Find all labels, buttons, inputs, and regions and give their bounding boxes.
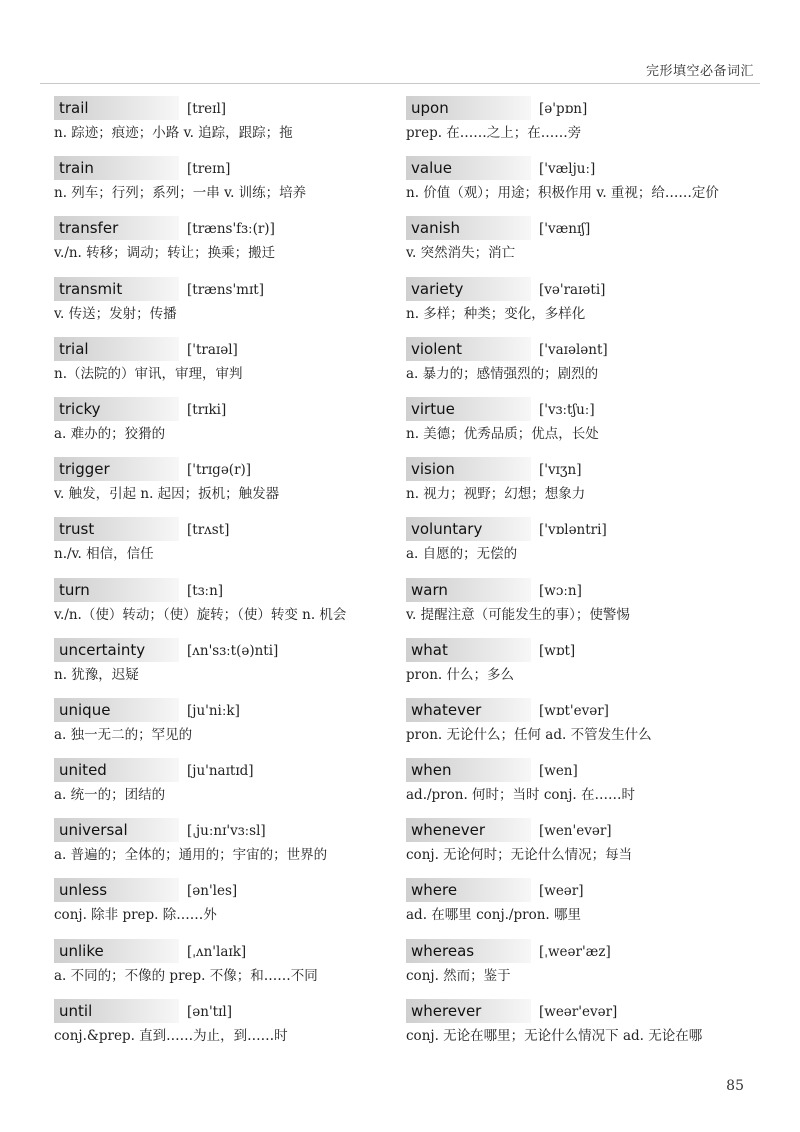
definition: n.（法院的）审讯，审理，审判 xyxy=(54,365,243,382)
headword: uncertainty xyxy=(59,640,146,659)
phonetic: [træns'mɪt] xyxy=(187,281,264,298)
phonetic: [treɪn] xyxy=(187,161,231,178)
phonetic: [weər'evər] xyxy=(539,1003,618,1020)
page-number: 85 xyxy=(726,1078,744,1094)
definition: pron. 无论什么；任何 ad. 不管发生什么 xyxy=(406,726,652,743)
phonetic: [træns'fɜː(r)] xyxy=(187,221,275,238)
phonetic: ['væljuː] xyxy=(539,161,596,178)
entry xyxy=(406,455,746,515)
entry xyxy=(54,576,394,636)
headword: voluntary xyxy=(411,520,483,539)
definition: conj.&prep. 直到……为止，到……时 xyxy=(54,1027,288,1044)
phonetic: [ju'naɪtɪd] xyxy=(187,763,254,780)
headword: variety xyxy=(411,279,464,298)
phonetic: ['vɒləntri] xyxy=(539,522,607,539)
definition: v. 传送；发射；传播 xyxy=(54,305,177,322)
headword: until xyxy=(59,1001,93,1020)
phonetic: ['vɜːtʃuː] xyxy=(539,401,595,418)
right-column xyxy=(406,94,746,1057)
headword: what xyxy=(411,640,448,659)
definition: pron. 什么；多么 xyxy=(406,666,514,683)
entry xyxy=(54,214,394,274)
entry xyxy=(406,576,746,636)
definition: n./v. 相信，信任 xyxy=(54,546,154,563)
phonetic: [ən'tɪl] xyxy=(187,1003,232,1020)
definition: n. 多样；种类；变化，多样化 xyxy=(406,305,586,322)
phonetic: [ˌweər'æz] xyxy=(539,943,611,960)
phonetic: ['trɪgə(r)] xyxy=(187,462,252,479)
entry xyxy=(406,997,746,1057)
definition: conj. 除非 prep. 除……外 xyxy=(54,907,217,924)
entry xyxy=(406,937,746,997)
headword: universal xyxy=(59,821,128,840)
entry xyxy=(406,335,746,395)
definition: a. 自愿的；无偿的 xyxy=(406,546,518,563)
headword: transfer xyxy=(59,219,119,238)
phonetic: [trɪki] xyxy=(187,401,227,418)
definition: conj. 无论在哪里；无论什么情况下 ad. 无论在哪 xyxy=(406,1027,703,1044)
entry xyxy=(54,756,394,816)
definition: ad./pron. 何时；当时 conj. 在……时 xyxy=(406,787,635,804)
definition: prep. 在……之上；在……旁 xyxy=(406,125,582,141)
entry xyxy=(54,937,394,997)
definition: v./n.（使）转动；（使）旋转；（使）转变 n. 机会 xyxy=(54,606,347,623)
entry xyxy=(54,876,394,936)
phonetic: [ən'les] xyxy=(187,883,238,900)
phonetic: [wen] xyxy=(539,763,578,780)
headword: whenever xyxy=(411,821,486,840)
definition: v./n. 转移；调动；转让；换乘；搬迁 xyxy=(54,245,276,262)
entry xyxy=(406,756,746,816)
headword: unlike xyxy=(59,941,104,960)
entry xyxy=(54,515,394,575)
entry xyxy=(54,395,394,455)
phonetic: [wɔːn] xyxy=(539,582,582,599)
headword: unique xyxy=(59,700,111,719)
definition: conj. 然而；鉴于 xyxy=(406,967,511,984)
entry xyxy=(54,816,394,876)
phonetic: [ˌjuːnɪ'vɜːsl] xyxy=(187,823,266,840)
definition: n. 踪迹；痕迹；小路 v. 追踪，跟踪；拖 xyxy=(54,125,293,141)
headword: virtue xyxy=(411,399,455,418)
phonetic: [trʌst] xyxy=(187,522,230,539)
headword: trail xyxy=(59,99,89,117)
phonetic: [ˌʌn'laɪk] xyxy=(187,943,247,960)
definition: a. 独一无二的；罕见的 xyxy=(54,726,193,743)
entry xyxy=(54,636,394,696)
headword: upon xyxy=(411,99,449,117)
headword: vision xyxy=(411,460,455,479)
definition: a. 不同的；不像的 prep. 不像；和……不同 xyxy=(54,967,318,984)
phonetic: ['vɪʒn] xyxy=(539,462,582,479)
headword: warn xyxy=(411,580,448,599)
headword: unless xyxy=(59,881,108,900)
phonetic: ['vænɪʃ] xyxy=(539,221,591,238)
headword: whatever xyxy=(411,700,482,719)
headword: vanish xyxy=(411,219,461,238)
entry xyxy=(406,876,746,936)
entry xyxy=(54,154,394,214)
phonetic: ['traɪəl] xyxy=(187,341,238,358)
phonetic: ['vaɪələnt] xyxy=(539,341,608,358)
definition: v. 突然消失；消亡 xyxy=(406,245,516,262)
phonetic: [wɒt'evər] xyxy=(539,702,609,719)
entry xyxy=(406,214,746,274)
phonetic: [ju'niːk] xyxy=(187,702,240,719)
headword: where xyxy=(411,881,458,900)
phonetic: [və'raɪəti] xyxy=(539,281,606,298)
phonetic: [wen'evər] xyxy=(539,823,612,840)
definition: conj. 无论何时；无论什么情况；每当 xyxy=(406,847,633,864)
entry xyxy=(406,816,746,876)
entry xyxy=(54,455,394,515)
definition: n. 视力；视野；幻想；想象力 xyxy=(406,486,586,503)
entry xyxy=(406,395,746,455)
entry xyxy=(406,515,746,575)
entry xyxy=(54,94,394,154)
running-head: 完形填空必备词汇 xyxy=(645,64,754,79)
definition: n. 价值（观）；用途；积极作用 v. 重视；给……定价 xyxy=(406,185,719,202)
entry xyxy=(54,335,394,395)
entry xyxy=(406,275,746,335)
phonetic: [wɒt] xyxy=(539,642,576,659)
headword: united xyxy=(59,761,107,780)
definition: v. 触发，引起 n. 起因；扳机；触发器 xyxy=(54,486,280,503)
entry xyxy=(54,696,394,756)
definition: a. 暴力的；感情强烈的；剧烈的 xyxy=(406,365,599,382)
definition: v. 提醒注意（可能发生的事）；使警惕 xyxy=(406,606,630,623)
headword: turn xyxy=(59,580,90,599)
definition: a. 难办的；狡猾的 xyxy=(54,425,166,442)
headword: train xyxy=(59,159,94,178)
headword: tricky xyxy=(59,399,101,418)
phonetic: [treɪl] xyxy=(187,101,227,117)
definition: a. 统一的；团结的 xyxy=(54,787,166,804)
headword: transmit xyxy=(59,279,123,298)
headword: violent xyxy=(411,339,463,358)
phonetic: [ʌn'sɜːt(ə)nti] xyxy=(187,642,279,659)
headword: when xyxy=(411,761,452,780)
entry xyxy=(54,275,394,335)
header-rule xyxy=(40,83,760,84)
entry xyxy=(406,636,746,696)
left-column xyxy=(54,94,394,1057)
phonetic: [ə'pɒn] xyxy=(539,101,588,117)
definition: n. 犹豫，迟疑 xyxy=(54,666,139,683)
phonetic: [weər] xyxy=(539,883,584,900)
entry xyxy=(406,154,746,214)
phonetic: [tɜːn] xyxy=(187,582,224,599)
definition: a. 普遍的；全体的；通用的；宇宙的；世界的 xyxy=(54,847,328,864)
headword: value xyxy=(411,159,452,178)
entry xyxy=(406,94,746,154)
headword: whereas xyxy=(411,941,475,960)
entry xyxy=(54,997,394,1057)
definition: n. 列车；行列；系列；一串 v. 训练；培养 xyxy=(54,185,307,202)
definition: ad. 在哪里 conj./pron. 哪里 xyxy=(406,907,581,924)
headword: trigger xyxy=(59,460,110,479)
entry xyxy=(406,696,746,756)
headword: wherever xyxy=(411,1001,482,1020)
headword: trial xyxy=(59,339,89,358)
definition: n. 美德；优秀品质；优点，长处 xyxy=(406,425,599,442)
headword: trust xyxy=(59,520,95,539)
